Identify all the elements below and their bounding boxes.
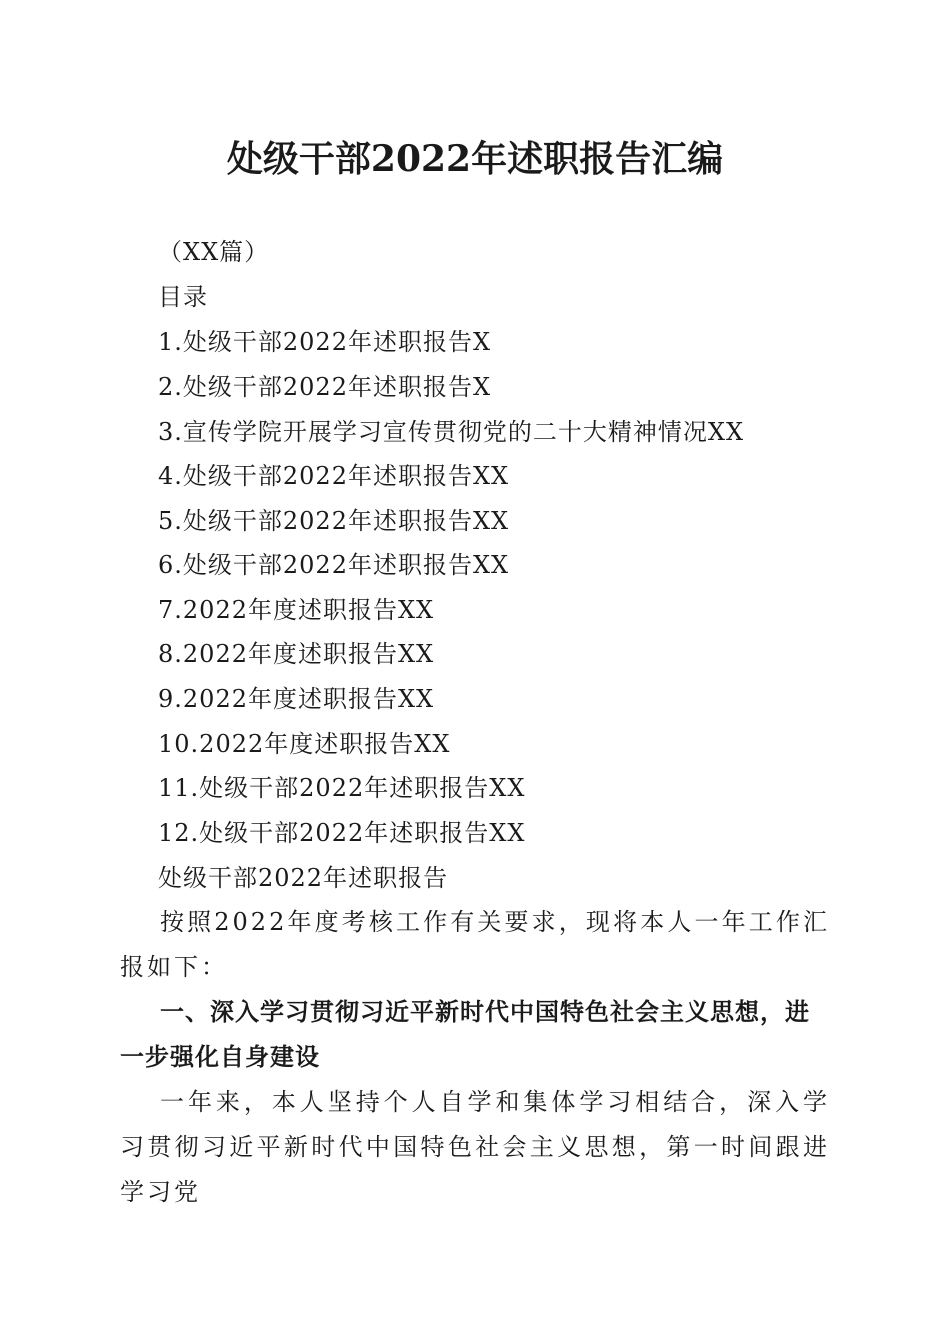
body-paragraph: 一年来，本人坚持个人自学和集体学习相结合，深入学习贯彻习近平新时代中国特色社会主义思想，第一时间跟进学习党 — [120, 1088, 830, 1206]
toc-item: 2.处级干部2022年述职报告X — [158, 373, 492, 401]
document-title: 处级干部2022年述职报告汇编 — [226, 138, 724, 180]
toc-label: 目录 — [158, 283, 208, 311]
toc-item: 12.处级干部2022年述职报告XX — [158, 819, 526, 847]
toc-item: 7.2022年度述职报告XX — [158, 596, 435, 624]
toc-item: 8.2022年度述职报告XX — [158, 640, 435, 668]
toc-item: 3.宣传学院开展学习宣传贯彻党的二十大精神情况XX — [158, 418, 745, 446]
toc-item: 1.处级干部2022年述职报告X — [158, 328, 492, 356]
toc-item: 11.处级干部2022年述职报告XX — [158, 774, 526, 802]
intro-paragraph: 按照2022年度考核工作有关要求，现将本人一年工作汇报如下： — [120, 908, 830, 981]
toc-item: 10.2022年度述职报告XX — [158, 730, 451, 758]
toc-item: 4.处级干部2022年述职报告XX — [158, 462, 510, 490]
toc-item: 5.处级干部2022年述职报告XX — [158, 507, 510, 535]
document-subtitle: （XX篇） — [158, 238, 270, 266]
toc-item: 6.处级干部2022年述职报告XX — [158, 551, 510, 579]
toc-item: 9.2022年度述职报告XX — [158, 685, 435, 713]
section-heading: 一、深入学习贯彻习近平新时代中国特色社会主义思想，进一步强化自身建设 — [120, 998, 810, 1071]
section-title: 处级干部2022年述职报告 — [158, 864, 449, 892]
